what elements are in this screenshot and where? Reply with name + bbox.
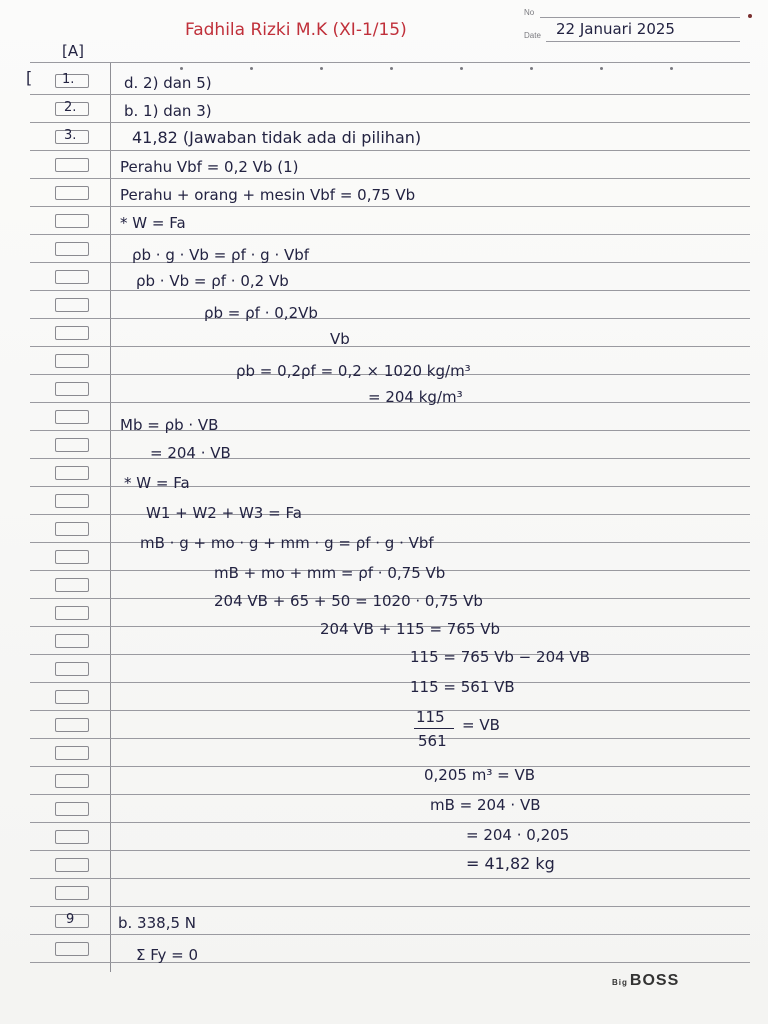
rule-dot — [320, 67, 323, 70]
answer-line: ρb · g · Vb = ρf · g · Vbf — [132, 246, 310, 264]
number-box — [55, 438, 89, 452]
number-box — [55, 634, 89, 648]
answer-line: 0,205 m³ = VB — [424, 766, 535, 784]
brand-prefix: Big — [612, 978, 628, 987]
answer-line: d. 2) dan 5) — [124, 74, 212, 92]
date-label: Date — [524, 31, 541, 40]
margin-line — [110, 62, 111, 972]
answer-line: = 204 kg/m³ — [368, 388, 463, 406]
number-box — [55, 466, 89, 480]
rule-line — [30, 94, 750, 95]
number-box — [55, 270, 89, 284]
answer-line: = 41,82 kg — [466, 854, 555, 873]
rule-line — [30, 850, 750, 851]
answer-line: 115 = 561 VB — [410, 678, 515, 696]
answer-line: b. 338,5 N — [118, 914, 196, 932]
number-box — [55, 942, 89, 956]
answer-line: Σ Fy = 0 — [136, 946, 199, 964]
rule-line — [30, 178, 750, 179]
answer-line: * W = Fa — [120, 214, 186, 232]
brand-logo — [612, 972, 679, 990]
number-box — [55, 242, 89, 256]
answer-line: 204 VB + 115 = 765 Vb — [320, 620, 500, 638]
answer-line: * W = Fa — [124, 474, 190, 492]
rule-line — [30, 150, 750, 151]
answer-line: 204 VB + 65 + 50 = 1020 · 0,75 Vb — [214, 592, 483, 610]
answer-line: 41,82 (Jawaban tidak ada di pilihan) — [132, 128, 422, 147]
answer-line: 115 = 765 Vb − 204 VB — [410, 648, 590, 666]
rule-dot — [460, 67, 463, 70]
rule-dot — [250, 67, 253, 70]
answer-line: = VB — [462, 716, 500, 734]
section-label: [A] — [62, 42, 84, 60]
rule-dot — [530, 67, 533, 70]
number-box — [55, 718, 89, 732]
bracket-mark: [ — [26, 68, 33, 87]
number-box — [55, 298, 89, 312]
number-box — [55, 578, 89, 592]
date-value: 22 Januari 2025 — [556, 20, 675, 38]
number-box — [55, 606, 89, 620]
number-box — [55, 382, 89, 396]
no-line — [540, 17, 740, 18]
answer-line: ρb = ρf · 0,2Vb — [204, 304, 318, 322]
rule-line — [30, 458, 750, 459]
fraction-bar — [414, 728, 454, 729]
rule-line — [30, 318, 750, 319]
number-box — [55, 886, 89, 900]
rule-line — [30, 62, 750, 63]
number-box — [55, 690, 89, 704]
number-box — [55, 746, 89, 760]
student-name: Fadhila Rizki M.K (XI-1/15) — [185, 20, 407, 40]
number-box — [55, 802, 89, 816]
number-box — [55, 858, 89, 872]
rule-line — [30, 878, 750, 879]
answer-line: W1 + W2 + W3 = Fa — [146, 504, 302, 522]
answer-line: = 204 · VB — [150, 444, 231, 462]
rule-dot — [670, 67, 673, 70]
question-number: 1. — [62, 72, 75, 87]
rule-dot — [180, 67, 183, 70]
rule-line — [30, 738, 750, 739]
number-box — [55, 158, 89, 172]
rule-line — [30, 934, 750, 935]
fraction-denominator: 561 — [418, 732, 447, 750]
question-number: 9 — [66, 912, 75, 927]
rule-dot — [600, 67, 603, 70]
answer-line: ρb = 0,2ρf = 0,2 × 1020 kg/m³ — [236, 362, 471, 380]
rule-line — [30, 710, 750, 711]
answer-line: Mb = ρb · VB — [120, 416, 219, 434]
answer-line: Vb — [330, 330, 350, 348]
number-box — [55, 522, 89, 536]
answer-line: mB = 204 · VB — [430, 796, 541, 814]
answer-line: mB · g + mo · g + mm · g = ρf · g · Vbf — [140, 534, 434, 552]
number-box — [55, 494, 89, 508]
rule-line — [30, 654, 750, 655]
number-box — [55, 214, 89, 228]
corner-mark — [748, 14, 752, 18]
rule-line — [30, 682, 750, 683]
brand-name: BOSS — [629, 972, 680, 989]
rule-line — [30, 766, 750, 767]
rule-line — [30, 206, 750, 207]
number-box — [55, 186, 89, 200]
answer-line: mB + mo + mm = ρf · 0,75 Vb — [214, 564, 446, 582]
rule-line — [30, 822, 750, 823]
rule-line — [30, 906, 750, 907]
rule-line — [30, 794, 750, 795]
rule-line — [30, 290, 750, 291]
number-box — [55, 326, 89, 340]
number-box — [55, 662, 89, 676]
answer-line: Perahu + orang + mesin Vbf = 0,75 Vb — [120, 186, 416, 204]
question-number: 3. — [64, 128, 77, 143]
number-box — [55, 354, 89, 368]
rule-line — [30, 234, 750, 235]
rule-line — [30, 346, 750, 347]
answer-line: ρb · Vb = ρf · 0,2 Vb — [136, 272, 289, 290]
rule-dot — [390, 67, 393, 70]
answer-line: = 204 · 0,205 — [466, 826, 570, 844]
date-line — [546, 41, 740, 42]
answer-line: b. 1) dan 3) — [124, 102, 212, 120]
rule-line — [30, 514, 750, 515]
number-box — [55, 410, 89, 424]
number-box — [55, 774, 89, 788]
fraction-numerator: 115 — [416, 708, 445, 726]
number-box — [55, 830, 89, 844]
question-number: 2. — [64, 100, 77, 115]
answer-line: Perahu Vbf = 0,2 Vb (1) — [120, 158, 299, 176]
number-box — [55, 550, 89, 564]
rule-line — [30, 122, 750, 123]
no-label: No — [524, 8, 535, 17]
